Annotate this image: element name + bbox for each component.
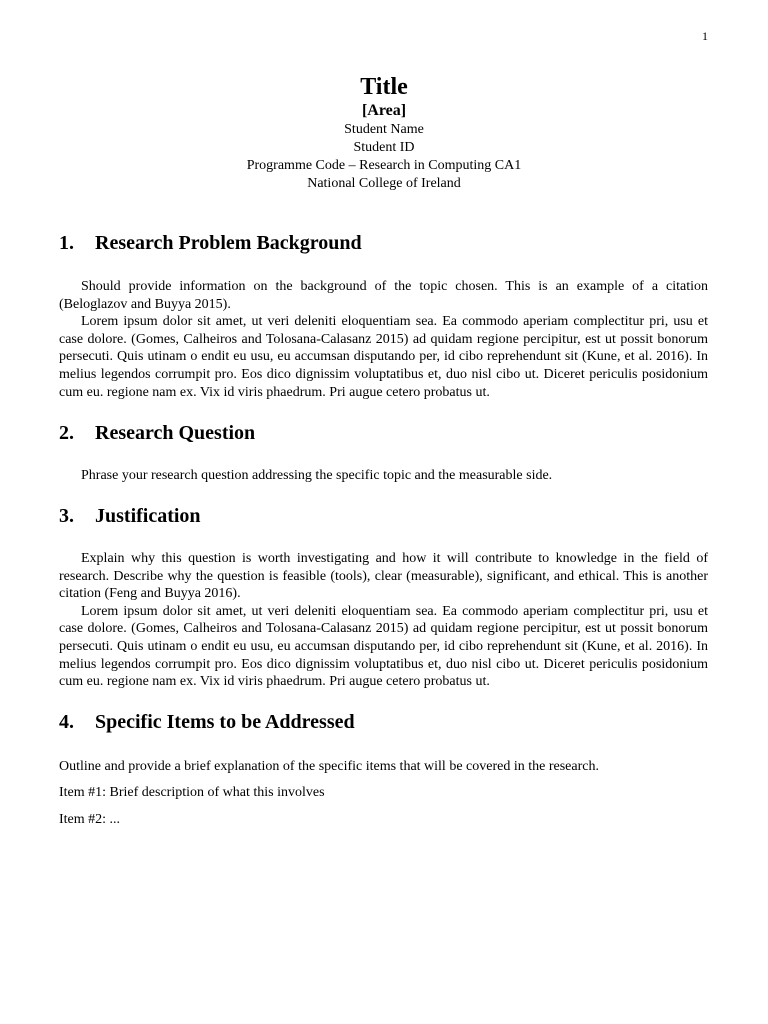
- paragraph: Lorem ipsum dolor sit amet, ut veri deleniti eloquentiam sea. Ea commodo aperiam complectitur pri, usu et case dolore. (Gomes, Calheiros and Tolosana-Calasanz 2015) ad quidam regione percipitur, est ut possit bonorum persecuti. Quis utinam o endit eu usu, eu accumsan disputando per, id cibo reprehendunt sit (Kune, et al. 2016). In melius legendos corrumpit pro. Eos dico dignissim voluptatibus et, duo nisl cibo ut. Diceret periculis posidonium cum eu. regione nam ex. Vix id viris phaedrum. Pri augue cetero probatus ut.: [59, 314, 708, 400]
- section-number: 2.: [59, 422, 74, 444]
- section-title: Research Problem Background: [95, 232, 362, 254]
- section-3-body: [59, 550, 708, 691]
- section-2-body: [59, 467, 708, 485]
- section-heading: [59, 504, 708, 528]
- section-justification: [59, 504, 708, 528]
- section-research-question: [59, 421, 708, 445]
- student-name: Student Name: [344, 122, 424, 137]
- paragraph: Phrase your research question addressing the specific topic and the measurable side.: [81, 468, 553, 483]
- item-2: [59, 811, 708, 829]
- section-heading: [59, 231, 708, 255]
- section-title: Justification: [95, 505, 201, 527]
- paragraph: Lorem ipsum dolor sit amet, ut veri deleniti eloquentiam sea. Ea commodo aperiam complectitur pri, usu et case dolore. (Gomes, Calheiros and Tolosana-Calasanz 2015) ad quidam regione percipitur, est ut possit bonorum persecuti. Quis utinam o endit eu usu, eu accumsan disputando per, id cibo reprehendunt sit (Kune, et al. 2016). In melius legendos corrumpit pro. Eos dico dignissim voluptatibus et, duo nisl cibo ut. Diceret periculis posidonium cum eu. regione nam ex. Vix id viris phaedrum. Pri augue cetero probatus ut.: [59, 603, 708, 690]
- section-number: 1.: [59, 232, 74, 254]
- paragraph: Should provide information on the background of the topic chosen. This is an example of a citation (Beloglazov and Buyya 2015).: [59, 279, 708, 312]
- title-block: [0, 73, 768, 193]
- section-specific-items: [59, 710, 708, 734]
- paragraph: Explain why this question is worth investigating and how it will contribute to knowledge in the field of research. Describe why the question is feasible (tools), clear (measurable), significant, and ethical. This is another citation (Feng and Buyya 2016).: [59, 551, 708, 602]
- document-area: [Area]: [361, 102, 407, 119]
- section-heading: [59, 421, 708, 445]
- section-heading: [59, 710, 708, 734]
- section-title: Research Question: [95, 422, 256, 444]
- section-4-body: [59, 758, 708, 776]
- student-id: Student ID: [353, 140, 415, 155]
- programme-code: Programme Code – Research in Computing CA1: [246, 158, 522, 173]
- section-title: Specific Items to be Addressed: [95, 711, 355, 733]
- section-1-body: [59, 278, 708, 401]
- item-1: [59, 784, 708, 802]
- college-name: National College of Ireland: [307, 176, 461, 191]
- page-number: 1: [702, 29, 708, 43]
- section-number: 3.: [59, 505, 74, 527]
- document-title: Title: [360, 74, 408, 100]
- list-item: Item #2: ...: [59, 812, 121, 827]
- section-number: 4.: [59, 711, 74, 733]
- list-item: Item #1: Brief description of what this involves: [59, 785, 325, 800]
- section-research-problem-background: [59, 231, 708, 255]
- paragraph: Outline and provide a brief explanation of the specific items that will be covered in the research.: [59, 759, 599, 774]
